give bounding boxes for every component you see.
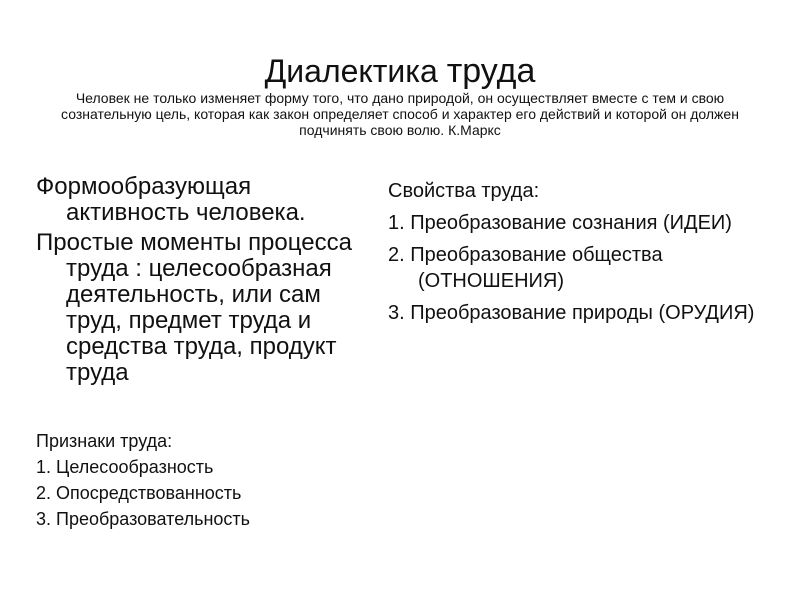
- labor-signs-heading: Признаки труда:: [36, 431, 173, 451]
- labor-moments-text: Простые моменты процесса труда : целесообразная деятельность, или сам труд, предмет труда и средства труда, продукт труда: [36, 229, 352, 386]
- labor-property-item: 2. Преобразование общества (ОТНОШЕНИЯ): [388, 244, 663, 292]
- formative-activity-text: Формообразующая активность человека.: [36, 173, 306, 226]
- title-part-1: Диалектика: [264, 53, 438, 89]
- labor-sign-item: 2. Опосредствованность: [36, 483, 242, 503]
- labor-property-item: 3. Преобразование природы (ОРУДИЯ): [388, 302, 755, 324]
- marx-quote: Человек не только изменяет форму того, что дано природой, он осуществляет вместе с тем и свою сознательную цель, которая как закон определяет способ и характер его действий и которой он должен подчинять свою волю. К.Маркс: [61, 90, 739, 138]
- labor-property-item: 1. Преобразование сознания (ИДЕИ): [388, 212, 732, 234]
- labor-properties-heading: Свойства труда:: [388, 180, 540, 202]
- labor-sign-item: 3. Преобразовательность: [36, 509, 251, 529]
- labor-sign-item: 1. Целесообразность: [36, 457, 214, 477]
- slide-title: [40, 52, 760, 90]
- labor-properties-list: [388, 178, 768, 332]
- title-part-2: труда: [446, 52, 536, 90]
- labor-signs-list: [36, 428, 376, 532]
- left-column-top: [36, 174, 376, 390]
